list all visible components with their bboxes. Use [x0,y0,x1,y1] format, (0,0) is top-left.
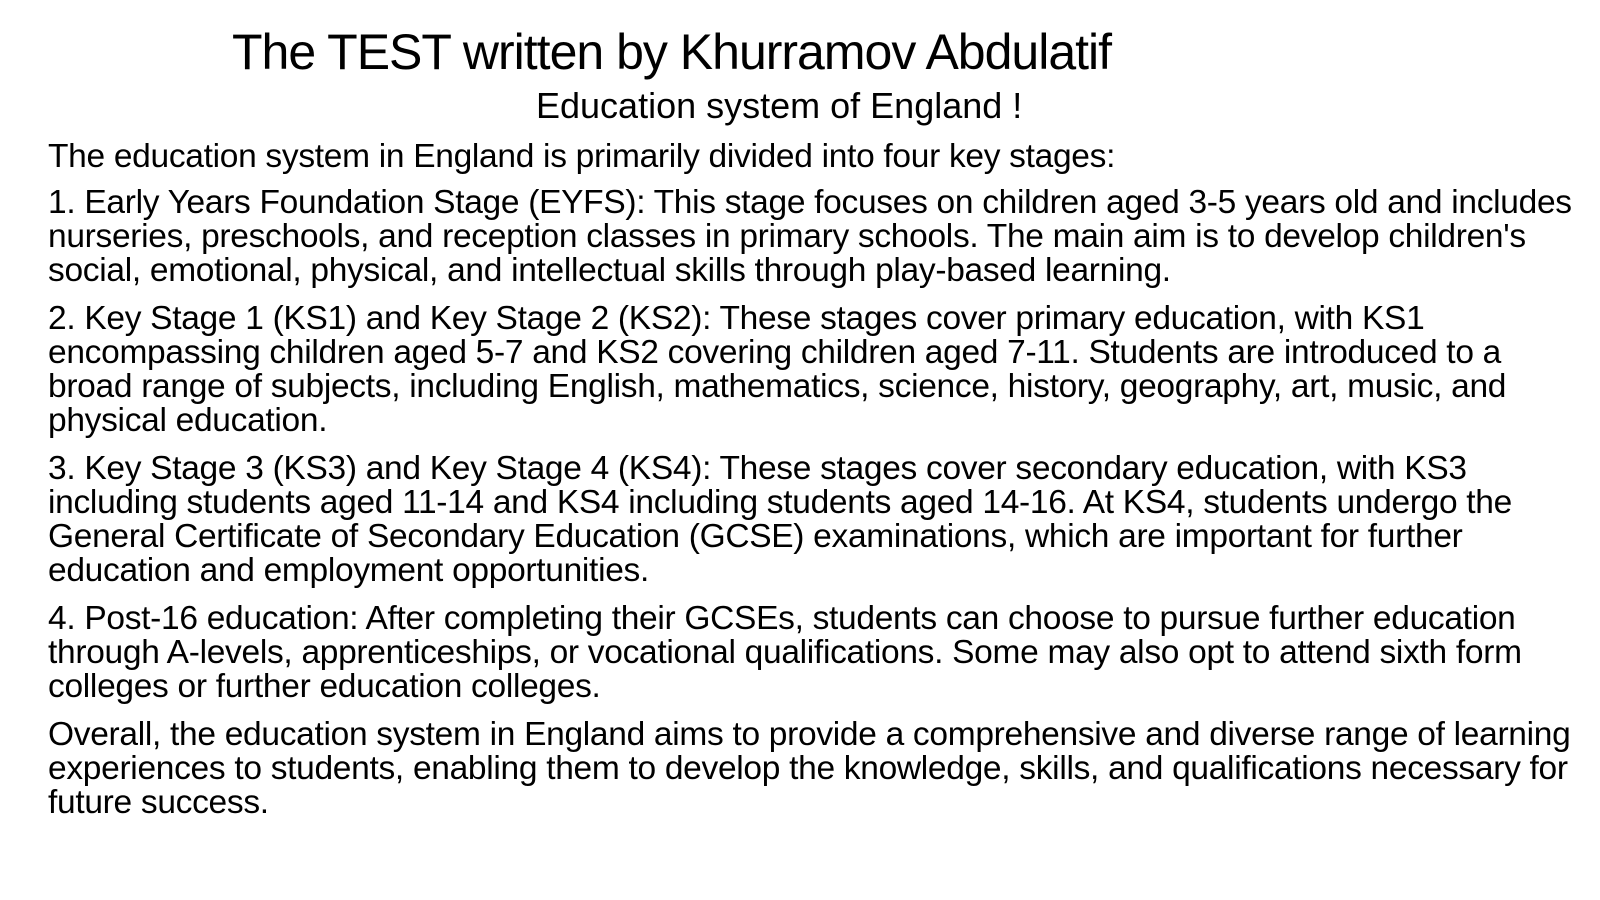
stage-paragraph-ks3-ks4: 3. Key Stage 3 (KS3) and Key Stage 4 (KS4): These stages cover secondary education, with KS3 including students aged 11-14 and KS4 including students aged 14-16. At KS4, students undergo the General Certificate of Secondary Education (GCSE) examinations, which are important for further education and employment opportunities. [48,450,1512,589]
title-written-by: written by [462,24,680,80]
intro-paragraph: The education system in England is primarily divided into four key stages: [48,138,1116,175]
title-author: Khurramov Abdulatif [679,24,1112,80]
conclusion-paragraph: Overall, the education system in England aims to provide a comprehensive and diverse range of learning experiences to students, enabling them to develop the knowledge, skills, and qualifications necessary for future success. [48,716,1571,821]
document-body [48,140,1588,834]
page-title [232,22,1111,82]
page-subtitle: Education system of England ! [536,85,1023,126]
stage-paragraph-eyfs: 1. Early Years Foundation Stage (EYFS): This stage focuses on children aged 3-5 years old and includes nurseries, preschools, and reception classes in primary schools. The main aim is to develop children's social, emotional, physical, and intellectual skills through play-based learning. [48,184,1572,289]
title-test: The TEST [232,24,463,80]
stage-paragraph-post16: 4. Post-16 education: After completing their GCSEs, students can choose to pursue further education through A-levels, apprenticeships, or vocational qualifications. Some may also opt to attend sixth form colleges or further education colleges. [48,600,1522,705]
stage-paragraph-ks1-ks2: 2. Key Stage 1 (KS1) and Key Stage 2 (KS2): These stages cover primary education, with KS1 encompassing children aged 5-7 and KS2 covering children aged 7-11. Students are introduced to a broad range of subjects, including English, mathematics, science, history, geography, art, music, and physical education. [48,300,1507,439]
